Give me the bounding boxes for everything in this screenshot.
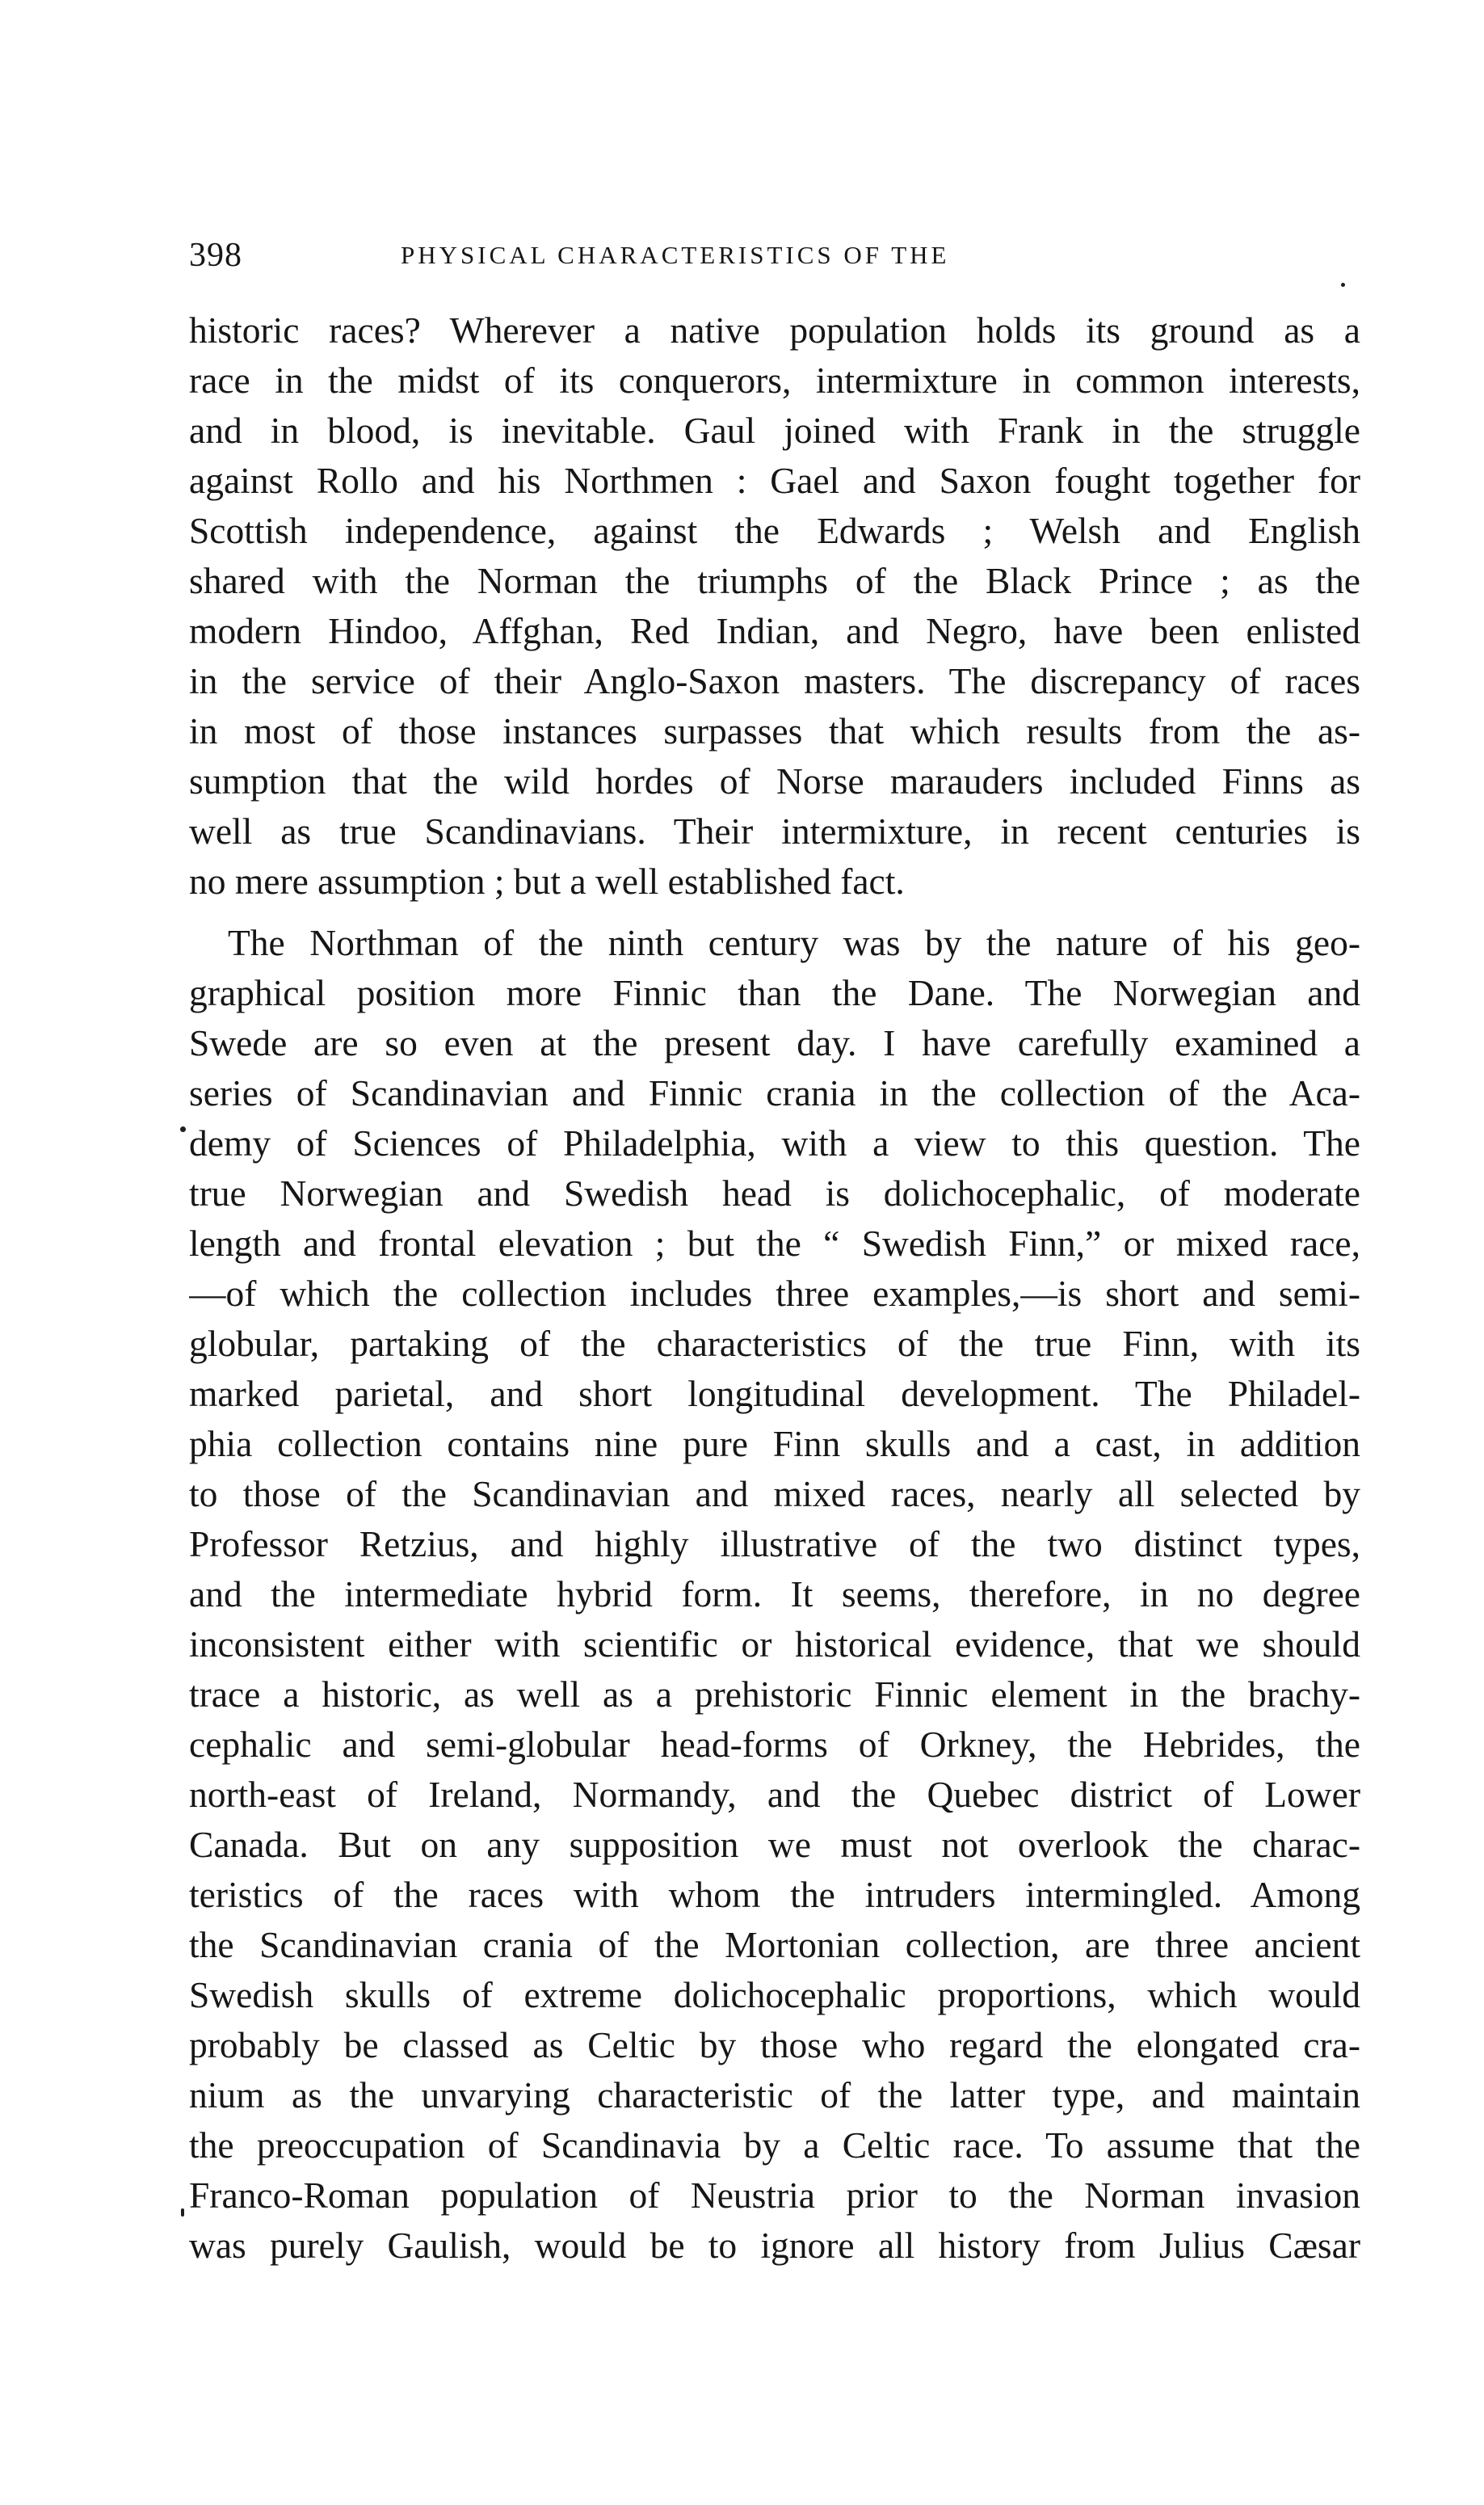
text-line: no mere assumption ; but a well established fact. <box>189 861 905 902</box>
text-line: probably be classed as Celtic by those who regard the elongated cra- <box>189 2024 1360 2065</box>
text-line: the preoccupation of Scandinavia by a Celtic race. To assume that the <box>189 2124 1360 2166</box>
text-line: cephalic and semi-globular head-forms of Orkney, the Hebrides, the <box>189 1724 1360 1765</box>
text-line: inconsistent either with scientific or historical evidence, that we should <box>189 1623 1360 1665</box>
text-line: The Northman of the ninth century was by the nature of his geo- <box>228 922 1360 963</box>
text-line: in the service of their Anglo-Saxon masters. The discrepancy of races <box>189 660 1360 701</box>
text-line: in most of those instances surpasses that which results from the as- <box>189 710 1360 752</box>
text-line: Swedish skulls of extreme dolichocephalic proportions, which would <box>189 1974 1360 2015</box>
text-line: Professor Retzius, and highly illustrative of the two distinct types, <box>189 1523 1360 1564</box>
text-line: and the intermediate hybrid form. It seems, therefore, in no degree <box>189 1573 1360 1615</box>
text-line: historic races? Wherever a native population holds its ground as a <box>189 309 1360 351</box>
page-header <box>189 231 1360 280</box>
paragraph-2 <box>189 918 1360 2271</box>
text-line: north-east of Ireland, Normandy, and the Quebec district of Lower <box>189 1774 1360 1815</box>
text-line: length and frontal elevation ; but the “ Swedish Finn,” or mixed race, <box>189 1223 1360 1264</box>
text-line: well as true Scandinavians. Their intermixture, in recent centuries is <box>189 810 1360 852</box>
text-line: sumption that the wild hordes of Norse marauders included Finns as <box>189 760 1360 802</box>
running-head: PHYSICAL CHARACTERISTICS OF THE <box>401 241 950 269</box>
text-line: shared with the Norman the triumphs of the Black Prince ; as the <box>189 560 1360 601</box>
page-number: 398 <box>189 237 242 274</box>
text-line: phia collection contains nine pure Finn skulls and a cast, in addition <box>189 1423 1360 1464</box>
text-line: was purely Gaulish, would be to ignore all history from Julius Cæsar <box>189 2225 1360 2266</box>
text-line: teristics of the races with whom the intruders intermingled. Among <box>189 1874 1360 1915</box>
text-line: modern Hindoo, Affghan, Red Indian, and Negro, have been enlisted <box>189 610 1360 651</box>
text-line: true Norwegian and Swedish head is dolichocephalic, of moderate <box>189 1173 1360 1214</box>
text-line: to those of the Scandinavian and mixed races, nearly all selected by <box>189 1473 1360 1514</box>
print-speck <box>1341 283 1345 287</box>
text-line: nium as the unvarying characteristic of the latter type, and maintain <box>189 2074 1360 2116</box>
text-line: Canada. But on any supposition we must not overlook the charac- <box>189 1824 1360 1865</box>
text-line: —of which the collection includes three examples,—is short and semi- <box>189 1273 1360 1314</box>
text-line: Franco-Roman population of Neustria prior to the Norman invasion <box>189 2175 1360 2216</box>
paragraph-gap <box>189 907 1360 918</box>
text-line: against Rollo and his Northmen : Gael and Saxon fought together for <box>189 460 1360 501</box>
text-line: demy of Sciences of Philadelphia, with a view to this question. The <box>189 1122 1360 1164</box>
text-line: Swede are so even at the present day. I have carefully examined a <box>189 1022 1360 1063</box>
text-line: globular, partaking of the characteristics of the true Finn, with its <box>189 1323 1360 1364</box>
text-line: and in blood, is inevitable. Gaul joined with Frank in the struggle <box>189 410 1360 451</box>
paragraph-1 <box>189 305 1360 907</box>
text-line: marked parietal, and short longitudinal development. The Philadel- <box>189 1373 1360 1414</box>
margin-mark <box>180 1126 186 1132</box>
text-line: graphical position more Finnic than the Dane. The Norwegian and <box>189 972 1360 1013</box>
text-line: series of Scandinavian and Finnic crania in the collection of the Aca- <box>189 1072 1360 1114</box>
text-line: trace a historic, as well as a prehistoric Finnic element in the brachy- <box>189 1674 1360 1715</box>
body-text <box>189 305 1360 2271</box>
text-line: the Scandinavian crania of the Mortonian collection, are three ancient <box>189 1924 1360 1965</box>
text-line: Scottish independence, against the Edwards ; Welsh and English <box>189 510 1360 551</box>
margin-mark <box>181 2208 184 2217</box>
text-line: race in the midst of its conquerors, intermixture in common interests, <box>189 360 1360 401</box>
